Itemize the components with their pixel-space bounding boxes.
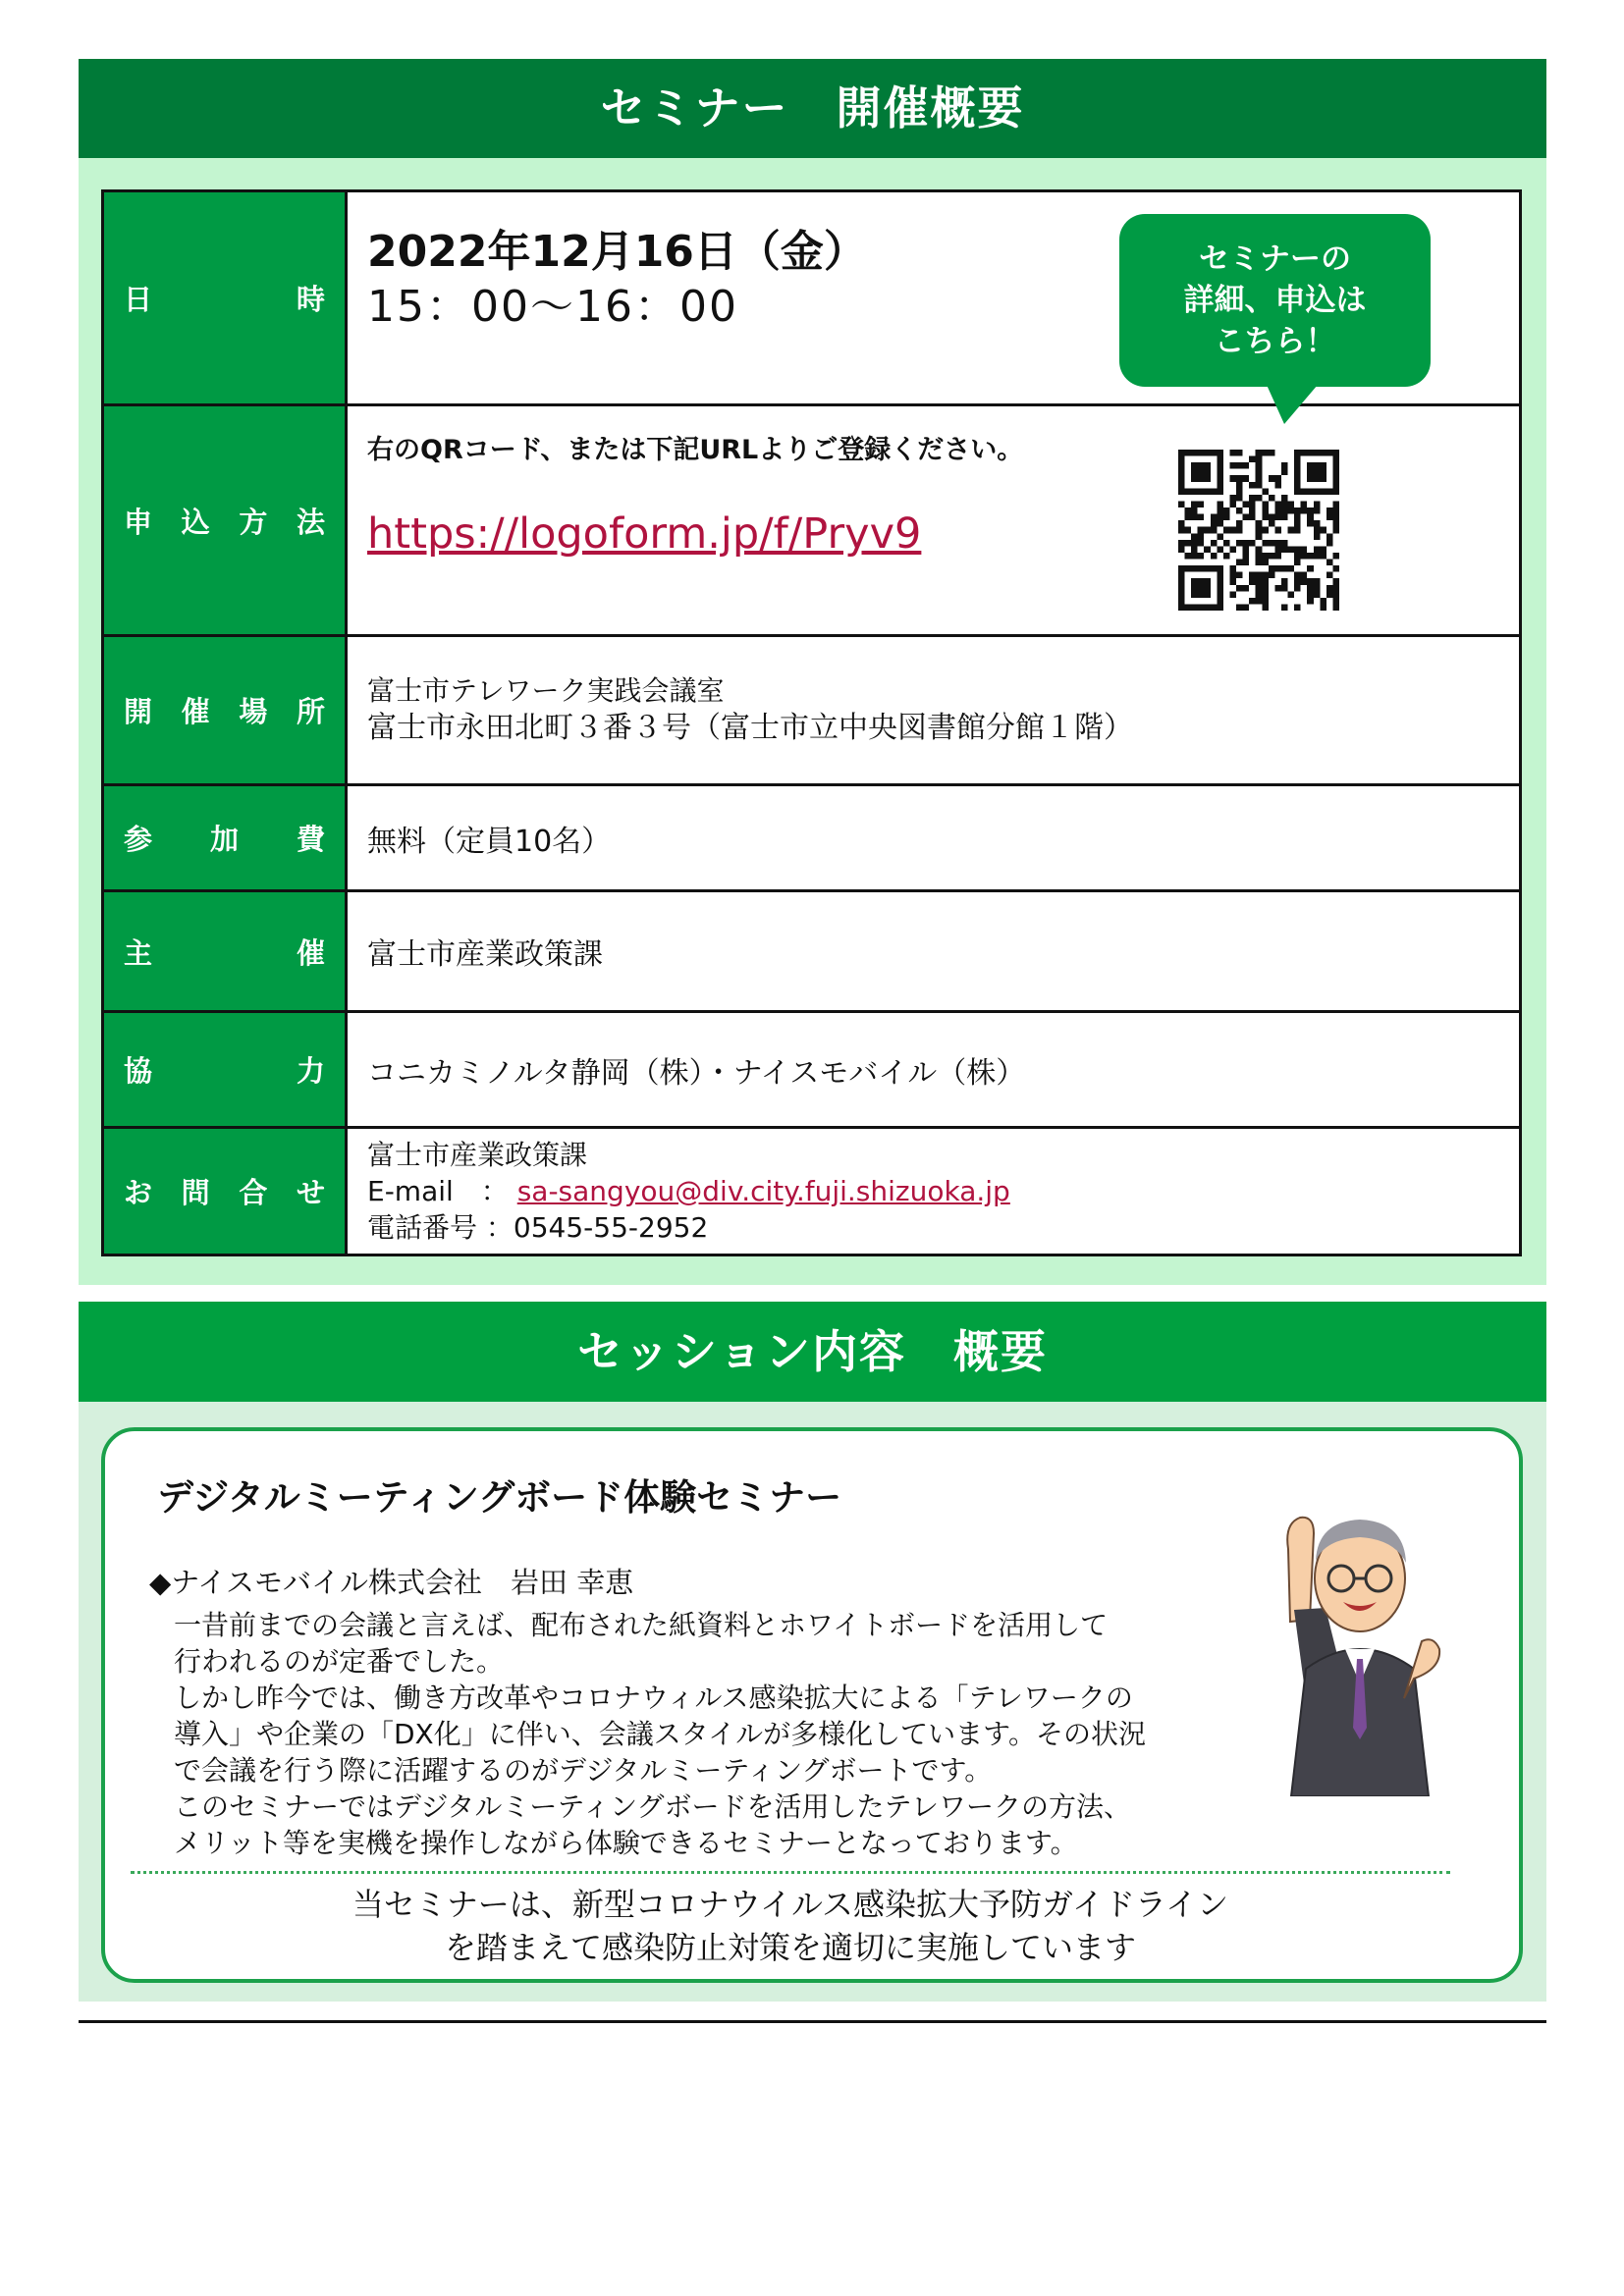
label-char: 協 bbox=[124, 1054, 153, 1088]
body-line: で会議を行う際に活躍するのがデジタルミーティングボートです。 bbox=[174, 1754, 993, 1787]
qr-code-icon[interactable] bbox=[1178, 450, 1339, 611]
label-char: 開 bbox=[124, 695, 153, 728]
label-char: 主 bbox=[124, 935, 153, 970]
bottom-rule bbox=[79, 2020, 1546, 2023]
label-char: 力 bbox=[296, 1054, 325, 1088]
callout-tail bbox=[1267, 385, 1318, 424]
contact-dept: 富士市産業政策課 bbox=[367, 1139, 588, 1171]
label-datetime bbox=[103, 191, 347, 405]
label-contact-chars bbox=[124, 1171, 325, 1211]
cooperation-value: コニカミノルタ静岡（株）・ナイスモバイル（株） bbox=[347, 1012, 1521, 1128]
businessman-illustration bbox=[1267, 1472, 1453, 1796]
tel-label: 電話番号 ： bbox=[367, 1211, 514, 1244]
label-cooperation bbox=[103, 1012, 347, 1128]
note-line: 当セミナーは、新型コロナウイルス感染拡大予防ガイドライン bbox=[352, 1886, 1229, 1923]
row-host bbox=[103, 891, 1521, 1012]
label-char: せ bbox=[296, 1176, 325, 1209]
label-contact bbox=[103, 1128, 347, 1255]
body-line: このセミナーではデジタルミーティングボードを活用したテレワークの方法、 bbox=[174, 1790, 1131, 1823]
row-venue bbox=[103, 636, 1521, 785]
row-fee bbox=[103, 785, 1521, 891]
label-char: 申 bbox=[124, 505, 153, 539]
host-value: 富士市産業政策課 bbox=[347, 891, 1521, 1012]
bubble-line1: セミナーの bbox=[1199, 241, 1351, 277]
event-time: 15：00～16：00 bbox=[367, 281, 738, 332]
body-line: 導入」や企業の「DX化」に伴い、会議スタイルが多様化しています。その状況 bbox=[174, 1718, 1146, 1750]
label-host-chars bbox=[124, 932, 325, 972]
body-line: メリット等を実機を操作しながら体験できるセミナーとなっております。 bbox=[174, 1827, 1078, 1859]
body-line: 行われるのが定番でした。 bbox=[174, 1645, 505, 1678]
event-date: 2022年12月16日（金） bbox=[367, 226, 867, 277]
label-char: 参 bbox=[124, 823, 153, 856]
dotted-divider bbox=[131, 1871, 1450, 1874]
venue-address: 富士市永田北町３番３号（富士市立中央図書館分館１階） bbox=[367, 710, 1133, 745]
label-char: 催 bbox=[181, 695, 210, 728]
label-char: 合 bbox=[239, 1176, 268, 1209]
label-char: 加 bbox=[209, 823, 239, 856]
bubble-line2: 詳細、申込は bbox=[1183, 283, 1367, 318]
label-char: 催 bbox=[296, 935, 325, 970]
label-char: お bbox=[124, 1176, 153, 1209]
contact-email[interactable]: sa-sangyou@div.city.fuji.shizuoka.jp bbox=[516, 1175, 1010, 1207]
label-char: 方 bbox=[239, 505, 268, 539]
label-char: 時 bbox=[296, 283, 325, 316]
label-cooperation-chars bbox=[124, 1049, 325, 1090]
callout-bubble bbox=[1119, 214, 1431, 387]
label-char: 場 bbox=[239, 695, 268, 728]
seminar-title: デジタルミーティングボード体験セミナー bbox=[157, 1476, 842, 1519]
label-char: 日 bbox=[124, 283, 153, 316]
label-char: 問 bbox=[181, 1176, 210, 1209]
overview-title: セミナー 開催概要 bbox=[79, 59, 1546, 158]
row-contact bbox=[103, 1128, 1521, 1255]
label-char: 所 bbox=[296, 695, 325, 728]
session-description bbox=[174, 1607, 1146, 1861]
email-label: E-mail ： bbox=[367, 1175, 509, 1207]
body-line: 一昔前までの会議と言えば、配布された紙資料とホワイトボードを活用して bbox=[174, 1609, 1109, 1641]
speaker: ◆ナイスモバイル株式会社 岩田 幸恵 bbox=[149, 1566, 634, 1599]
fee-value: 無料（定員10名） bbox=[347, 785, 1521, 891]
row-cooperation bbox=[103, 1012, 1521, 1128]
venue-name: 富士市テレワーク実践会議室 bbox=[367, 673, 725, 707]
label-char: 法 bbox=[296, 505, 325, 539]
note-line: を踏まえて感染防止対策を適切に実施しています bbox=[444, 1929, 1136, 1966]
apply-instruction: 右のQRコード、または下記URLよりご登録ください。 bbox=[367, 435, 1024, 465]
label-char: 費 bbox=[296, 823, 325, 856]
session-title: セッション内容 概要 bbox=[79, 1302, 1546, 1402]
label-apply-chars bbox=[124, 501, 325, 541]
label-datetime-chars bbox=[124, 278, 325, 318]
label-fee-chars bbox=[124, 818, 325, 858]
safety-note bbox=[131, 1883, 1450, 1969]
label-host bbox=[103, 891, 347, 1012]
registration-url[interactable]: https://logoform.jp/f/Pryv9 bbox=[367, 509, 922, 559]
label-venue bbox=[103, 636, 347, 785]
label-apply bbox=[103, 405, 347, 636]
body-line: しかし昨今では、働き方改革やコロナウィルス感染拡大による「テレワークの bbox=[174, 1682, 1133, 1714]
contact-tel: 0545-55-2952 bbox=[513, 1211, 709, 1244]
label-char: 込 bbox=[181, 505, 210, 539]
label-venue-chars bbox=[124, 690, 325, 730]
label-fee bbox=[103, 785, 347, 891]
bubble-line3: こちら！ bbox=[1214, 324, 1336, 359]
